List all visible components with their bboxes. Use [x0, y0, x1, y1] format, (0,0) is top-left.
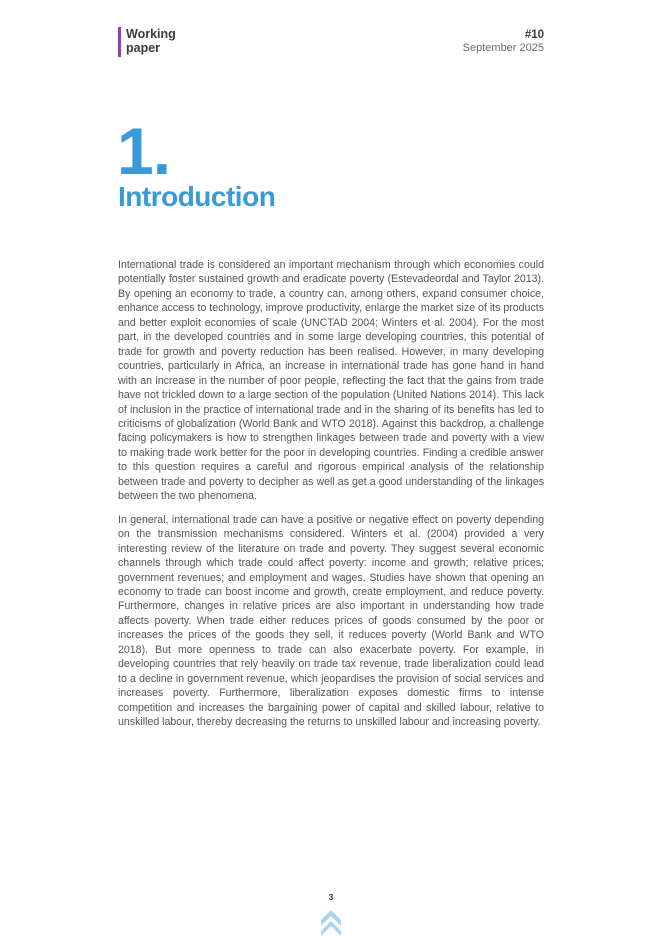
section-number: 1. [117, 114, 171, 188]
publication-type-line-1: Working [126, 27, 176, 41]
paragraph: In general, international trade can have a positive or negative effect on poverty depending on the transmission mechanisms considered. Winters et al. (2004) provided a very interesting review of the literature on trade and poverty. They suggest several economic channels through which trade could affect poverty: income and growth; relative prices; government revenues; and employment and wages. Studies have shown that opening an economy to trade can boost income and growth, create employment, and reduce poverty. Furthermore, changes in relative prices are also important in understanding how trade affects poverty. When trade either reduces prices of goods consumed by the poor or increases the prices of the goods they sell, it reduces poverty (World Bank and WTO 2018). But more openness to trade can also exacerbate poverty. For example, in developing countries that rely heavily on trade tax revenue, trade liberalization could lead to a decline in government revenue, which jeopardises the provision of social services and increases poverty. Furthermore, liberalization exposes domestic firms to intense competition and increases the bargaining power of capital and skilled labour, relative to unskilled labour, thereby decreasing the returns to unskilled labour and increasing poverty. [118, 513, 544, 729]
chevron-up-logo-icon [319, 908, 343, 936]
publication-type-label [118, 27, 176, 57]
paragraph: International trade is considered an important mechanism through which economies could potentially foster sustained growth and eradicate poverty (Estevadeordal and Taylor 2013). By opening an economy to trade, a country can, among others, expand consumer choice, enhance access to technology, improve productivity, enlarge the market size of its products and better exploit economies of scale (UNCTAD 2004; Winters et al. 2004). For the most part, in the developed countries and in some large developing countries, this potential of trade for growth and poverty reduction has been realised. However, in many developing countries, particularly in Africa, an increase in international trade has gone hand in hand with an increase in the number of poor people, reflecting the fact that the gains from trade have not trickled down to a large section of the population (United Nations 2014). This lack of inclusion in the practice of international trade and in the sharing of its benefits has led to criticisms of globalization (World Bank and WTO 2018). Against this backdrop, a challenge facing policymakers is how to strengthen linkages between trade and poverty with a view to making trade work better for the poor in developing countries. Finding a credible answer to this question requires a careful and rigorous empirical analysis of the relationship between trade and poverty to decipher as well as get a good understanding of the linkages between the two phenomena. [118, 259, 544, 503]
body-text [118, 258, 544, 739]
issue-number: #10 [524, 29, 544, 41]
issue-info [463, 29, 544, 55]
page-number: 3 [328, 892, 334, 902]
issue-date: September 2025 [462, 42, 544, 54]
section-title: Introduction [118, 181, 276, 212]
publication-type-line-2: paper [126, 41, 161, 55]
